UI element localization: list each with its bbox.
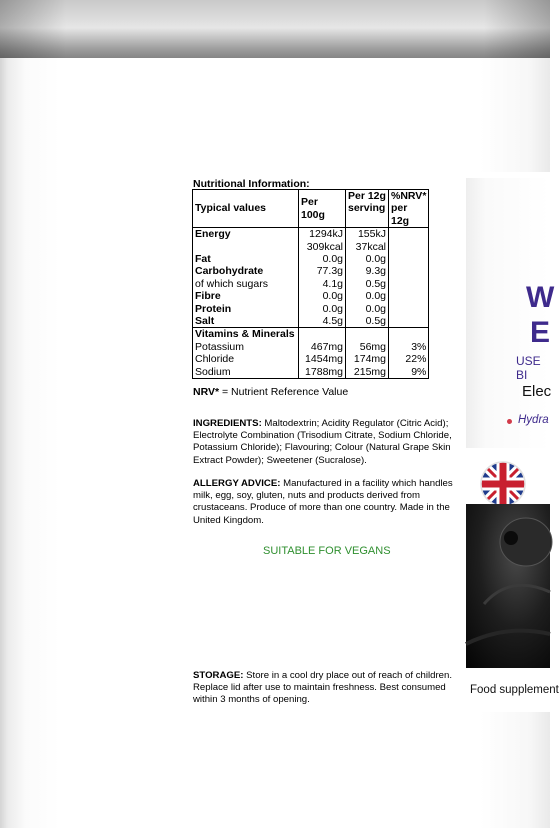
nrv-text: = Nutrient Reference Value bbox=[219, 386, 349, 398]
ingredients-label: INGREDIENTS: bbox=[193, 418, 262, 429]
allergy-label: ALLERGY ADVICE: bbox=[193, 478, 281, 489]
value-nrv bbox=[389, 315, 429, 328]
value-per-12g: 155kJ bbox=[346, 228, 389, 241]
value-nrv bbox=[389, 253, 429, 265]
nutrition-row-salt bbox=[193, 315, 429, 328]
value-per-100g: 309kcal bbox=[299, 241, 346, 253]
header-per-12g-line2: serving bbox=[348, 202, 386, 215]
header-per-100g: Per 100g bbox=[299, 190, 346, 228]
storage-text bbox=[193, 670, 458, 707]
storage-body: Store in a cool dry place out of reach of children. Replace lid after use to maintain freshness. Best consumed within 3 months of opening. bbox=[193, 670, 452, 706]
value-per-12g: 0.5g bbox=[346, 278, 389, 290]
value-nrv bbox=[389, 328, 429, 341]
value-per-12g bbox=[346, 328, 389, 341]
vegan-badge: SUITABLE FOR VEGANS bbox=[263, 545, 391, 557]
nutrient-name: Energy bbox=[193, 228, 299, 241]
value-per-100g: 0.0g bbox=[299, 290, 346, 302]
allergy-advice-text bbox=[193, 478, 458, 527]
value-per-12g: 215mg bbox=[346, 366, 389, 379]
value-per-12g: 0.0g bbox=[346, 253, 389, 265]
nutrient-name: Protein bbox=[193, 303, 299, 315]
value-per-12g: 0.5g bbox=[346, 315, 389, 328]
value-per-12g: 9.3g bbox=[346, 265, 389, 277]
nutrition-row-potassium bbox=[193, 341, 429, 353]
nutrition-row-vitamins-minerals bbox=[193, 328, 429, 341]
food-supplement-text: Food supplement bbox=[470, 684, 559, 696]
brand-letter-e: E bbox=[530, 316, 551, 349]
header-nrv-line2: per 12g bbox=[391, 202, 410, 227]
value-per-12g: 37kcal bbox=[346, 241, 389, 253]
nutrient-name: Fibre bbox=[193, 290, 299, 302]
nutrient-name: Fat bbox=[193, 253, 299, 265]
product-photo bbox=[466, 504, 550, 668]
value-nrv: 9% bbox=[389, 366, 429, 379]
nrv-footnote bbox=[193, 386, 348, 398]
value-per-12g: 0.0g bbox=[346, 303, 389, 315]
front-label-panel bbox=[466, 178, 555, 668]
nutrient-name: Sodium bbox=[193, 366, 299, 379]
header-nrv bbox=[389, 190, 429, 228]
nutrient-name: of which sugars bbox=[193, 278, 299, 290]
nutrition-row-fibre bbox=[193, 290, 429, 302]
value-per-12g: 56mg bbox=[346, 341, 389, 353]
ingredients-body: Maltodextrin; Acidity Regulator (Citric Acid); Electrolyte Combination (Trisodium Citrate, Sodium Chloride, Potassium Chloride); Flavouring; Colour (Natural Grape Skin Extract Powder); Sweetener (Sucralose). bbox=[193, 418, 452, 466]
nutrient-name: Chloride bbox=[193, 353, 299, 365]
nutrition-header-row bbox=[193, 190, 429, 228]
storage-label: STORAGE: bbox=[193, 670, 244, 681]
brand-letter-w: W bbox=[526, 281, 555, 314]
nutrition-row-chloride bbox=[193, 353, 429, 365]
nutrition-row-protein bbox=[193, 303, 429, 315]
use-by-text: USE BI bbox=[516, 354, 541, 382]
bullet-icon bbox=[507, 419, 512, 424]
header-per-12g bbox=[346, 190, 389, 228]
value-nrv bbox=[389, 303, 429, 315]
header-nrv-line1: %NRV* bbox=[391, 190, 427, 202]
value-per-12g: 174mg bbox=[346, 353, 389, 365]
nutrition-row-sodium bbox=[193, 366, 429, 379]
value-nrv bbox=[389, 278, 429, 290]
nutrient-name: Carbohydrate bbox=[193, 265, 299, 277]
nutrient-name: Vitamins & Minerals bbox=[193, 328, 299, 341]
value-nrv bbox=[389, 228, 429, 241]
nutrient-name: Salt bbox=[193, 315, 299, 328]
nutrition-row-fat bbox=[193, 253, 429, 265]
value-per-100g: 0.0g bbox=[299, 303, 346, 315]
value-nrv bbox=[389, 290, 429, 302]
uk-flag-icon bbox=[479, 460, 527, 508]
nutrition-row-energy-kcal bbox=[193, 241, 429, 253]
electrolyte-text: Elec bbox=[522, 383, 552, 400]
header-per-12g-line1: Per 12g bbox=[348, 190, 386, 202]
value-per-100g: 1788mg bbox=[299, 366, 346, 379]
value-nrv bbox=[389, 265, 429, 277]
nutrient-name: Potassium bbox=[193, 341, 299, 353]
hydration-text: Hydra bbox=[518, 414, 549, 426]
nutrition-row-energy-kj bbox=[193, 228, 429, 241]
header-typical-values: Typical values bbox=[193, 190, 299, 228]
value-per-100g: 1454mg bbox=[299, 353, 346, 365]
value-per-100g: 1294kJ bbox=[299, 228, 346, 241]
value-nrv: 3% bbox=[389, 341, 429, 353]
value-nrv bbox=[389, 241, 429, 253]
value-per-100g: 4.1g bbox=[299, 278, 346, 290]
value-per-100g: 0.0g bbox=[299, 253, 346, 265]
value-per-12g: 0.0g bbox=[346, 290, 389, 302]
value-per-100g bbox=[299, 328, 346, 341]
nutrition-row-carbohydrate bbox=[193, 265, 429, 277]
nutrient-name bbox=[193, 241, 299, 253]
value-per-100g: 467mg bbox=[299, 341, 346, 353]
value-nrv: 22% bbox=[389, 353, 429, 365]
nutrition-title: Nutritional Information: bbox=[193, 178, 310, 190]
nutrition-table bbox=[192, 189, 429, 379]
nutrition-row-sugars bbox=[193, 278, 429, 290]
allergy-body: Manufactured in a facility which handles milk, egg, soy, gluten, nuts and products derived from crustaceans. Produce of more than one country. Made in the United Kingdom. bbox=[193, 478, 453, 526]
value-per-100g: 4.5g bbox=[299, 315, 346, 328]
ingredients-text bbox=[193, 418, 458, 467]
nrv-label: NRV* bbox=[193, 386, 220, 398]
value-per-100g: 77.3g bbox=[299, 265, 346, 277]
